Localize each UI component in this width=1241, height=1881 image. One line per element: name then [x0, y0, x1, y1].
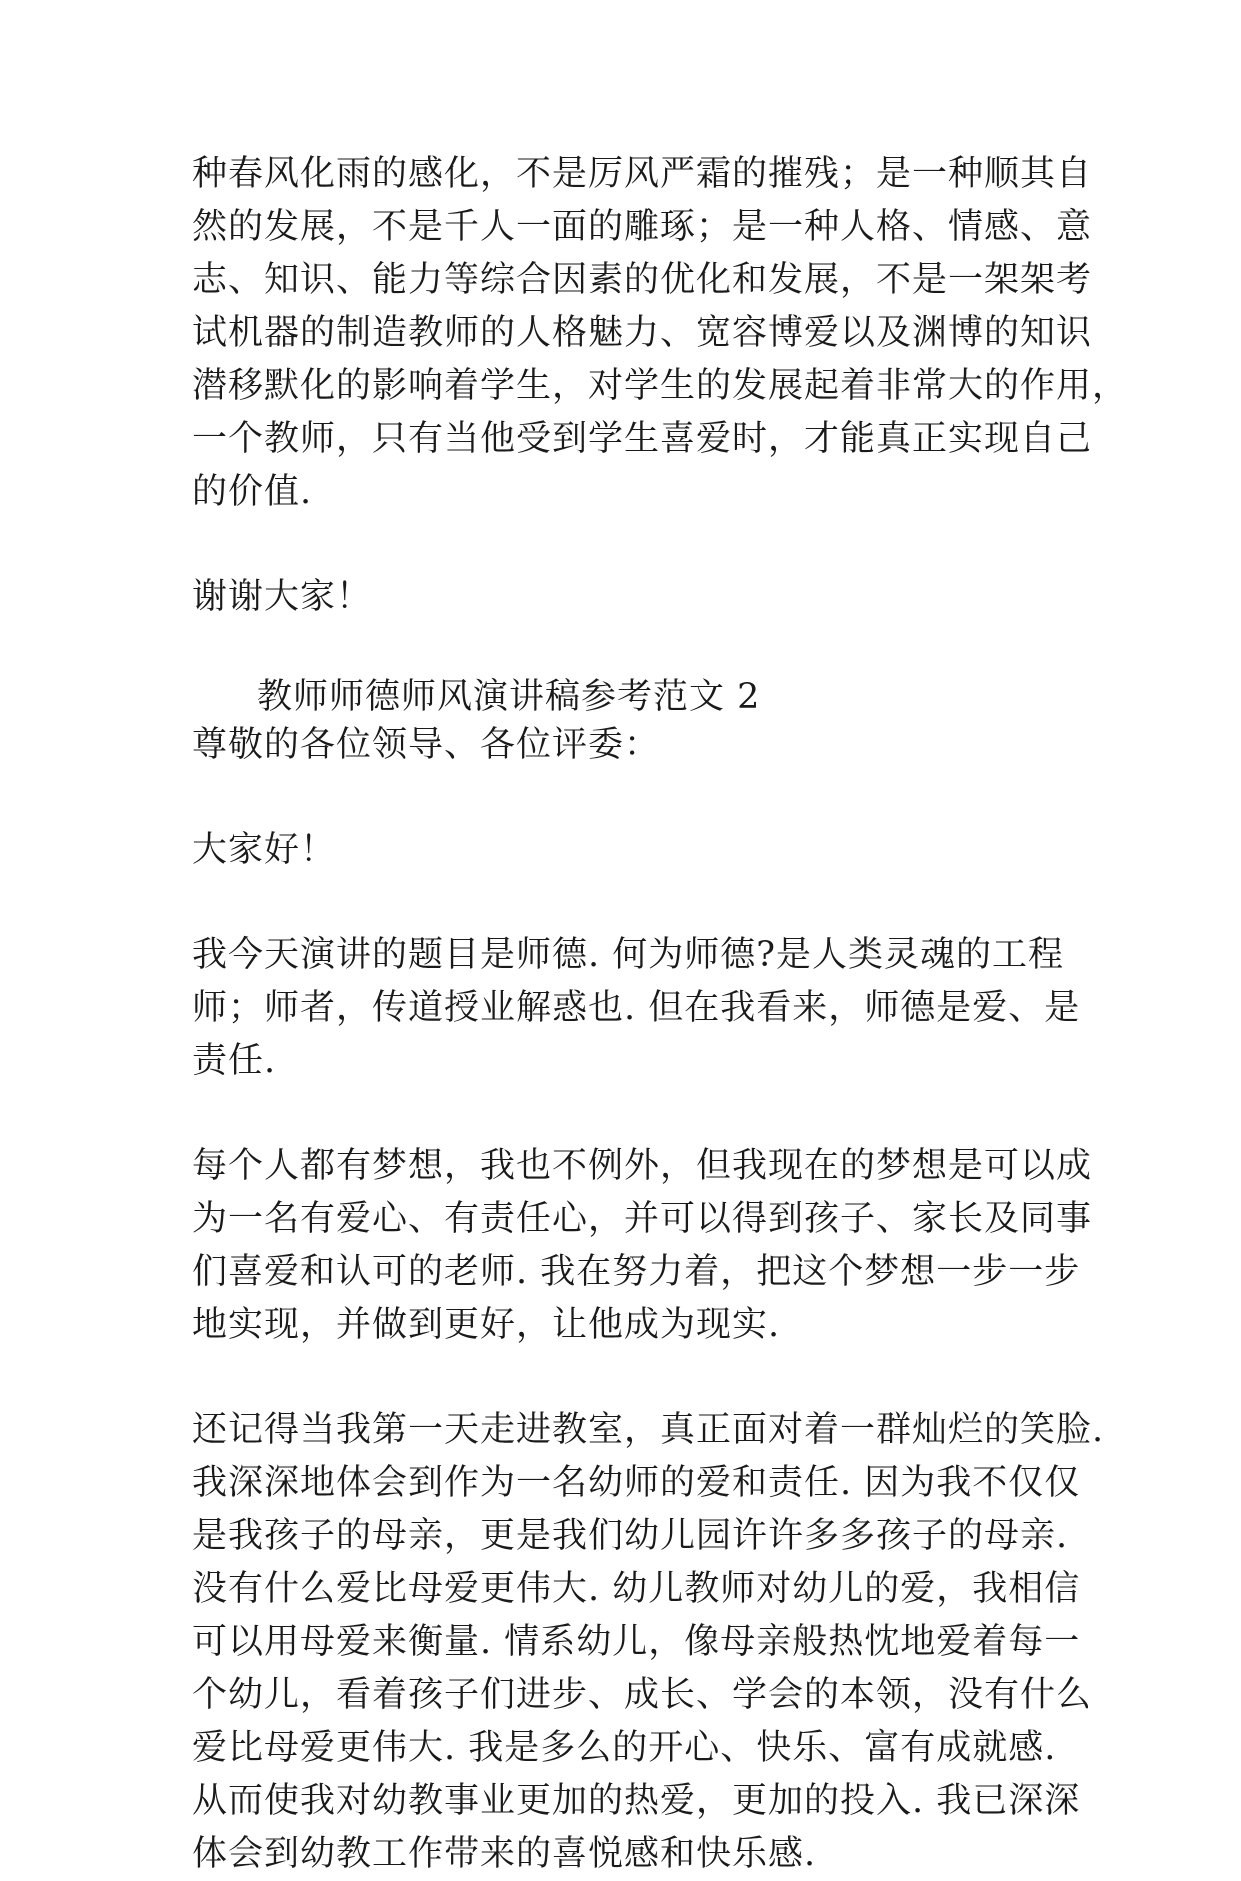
text-line: 责任. — [192, 1041, 277, 1081]
text-line: 潜移默化的影响着学生，对学生的发展起着非常大的作用， — [192, 366, 1129, 406]
text-line: 尊敬的各位领导、各位评委： — [192, 725, 661, 765]
text-line: 志、知识、能力等综合因素的优化和发展，不是一架架考 — [192, 260, 1093, 300]
text-line: 我深深地体会到作为一名幼师的爱和责任. 因为我不仅仅 — [192, 1463, 1081, 1503]
text-line: 为一名有爱心、有责任心，并可以得到孩子、家长及同事 — [192, 1199, 1093, 1239]
text-line: 我今天演讲的题目是师德. 何为师德?是人类灵魂的工程 — [192, 935, 1065, 975]
text-line: 个幼儿，看着孩子们进步、成长、学会的本领，没有什么 — [192, 1675, 1093, 1715]
paragraph-4 — [192, 1404, 1105, 1881]
text-line: 可以用母爱来衡量. 情系幼儿，像母亲般热忱地爱着每一 — [192, 1622, 1081, 1662]
text-line: 是我孩子的母亲，更是我们幼儿园许许多多孩子的母亲. — [192, 1516, 1069, 1556]
spacer — [192, 1088, 1052, 1140]
salutation — [192, 719, 1052, 772]
paragraph-3 — [192, 1140, 1093, 1352]
text-line: 每个人都有梦想，我也不例外，但我现在的梦想是可以成 — [192, 1146, 1093, 1186]
text-line: 还记得当我第一天走进教室，真正面对着一群灿烂的笑脸. — [192, 1410, 1105, 1450]
text-line: 谢谢大家！ — [192, 577, 373, 617]
spacer — [192, 877, 1052, 929]
spacer — [192, 519, 1052, 571]
text-line: 地实现，并做到更好，让他成为现实. — [192, 1305, 781, 1345]
text-line: 一个教师，只有当他受到学生喜爱时，才能真正实现自己 — [192, 419, 1093, 459]
paragraph-2 — [192, 929, 1081, 1088]
text-line: 们喜爱和认可的老师. 我在努力着，把这个梦想一步一步 — [192, 1252, 1081, 1292]
spacer — [192, 772, 1052, 824]
document-page — [192, 148, 1129, 1881]
spacer — [192, 624, 1052, 676]
text-line: 种春风化雨的感化，不是厉风严霜的摧残；是一种顺其自 — [192, 154, 1093, 194]
text-line: 试机器的制造教师的人格魅力、宽容博爱以及渊博的知识 — [192, 313, 1093, 353]
spacer — [192, 1352, 1052, 1404]
thanks-line — [192, 571, 1052, 624]
text-line: 爱比母爱更伟大. 我是多么的开心、快乐、富有成就感. — [192, 1728, 1057, 1768]
greeting — [192, 824, 1052, 877]
heading-text: 教师师德师风演讲稿参考范文 2 — [257, 677, 761, 717]
text-line: 然的发展，不是千人一面的雕琢；是一种人格、情感、意 — [192, 207, 1093, 247]
text-line: 大家好！ — [192, 830, 337, 870]
text-line: 体会到幼教工作带来的喜悦感和快乐感. — [192, 1834, 817, 1874]
section-heading — [192, 676, 1052, 719]
text-line: 师；师者，传道授业解惑也. 但在我看来，师德是爱、是 — [192, 988, 1081, 1028]
paragraph-1 — [192, 148, 1129, 519]
text-line: 从而使我对幼教事业更加的热爱，更加的投入. 我已深深 — [192, 1781, 1081, 1821]
text-line: 没有什么爱比母爱更伟大. 幼儿教师对幼儿的爱，我相信 — [192, 1569, 1081, 1609]
text-line: 的价值. — [192, 472, 313, 512]
